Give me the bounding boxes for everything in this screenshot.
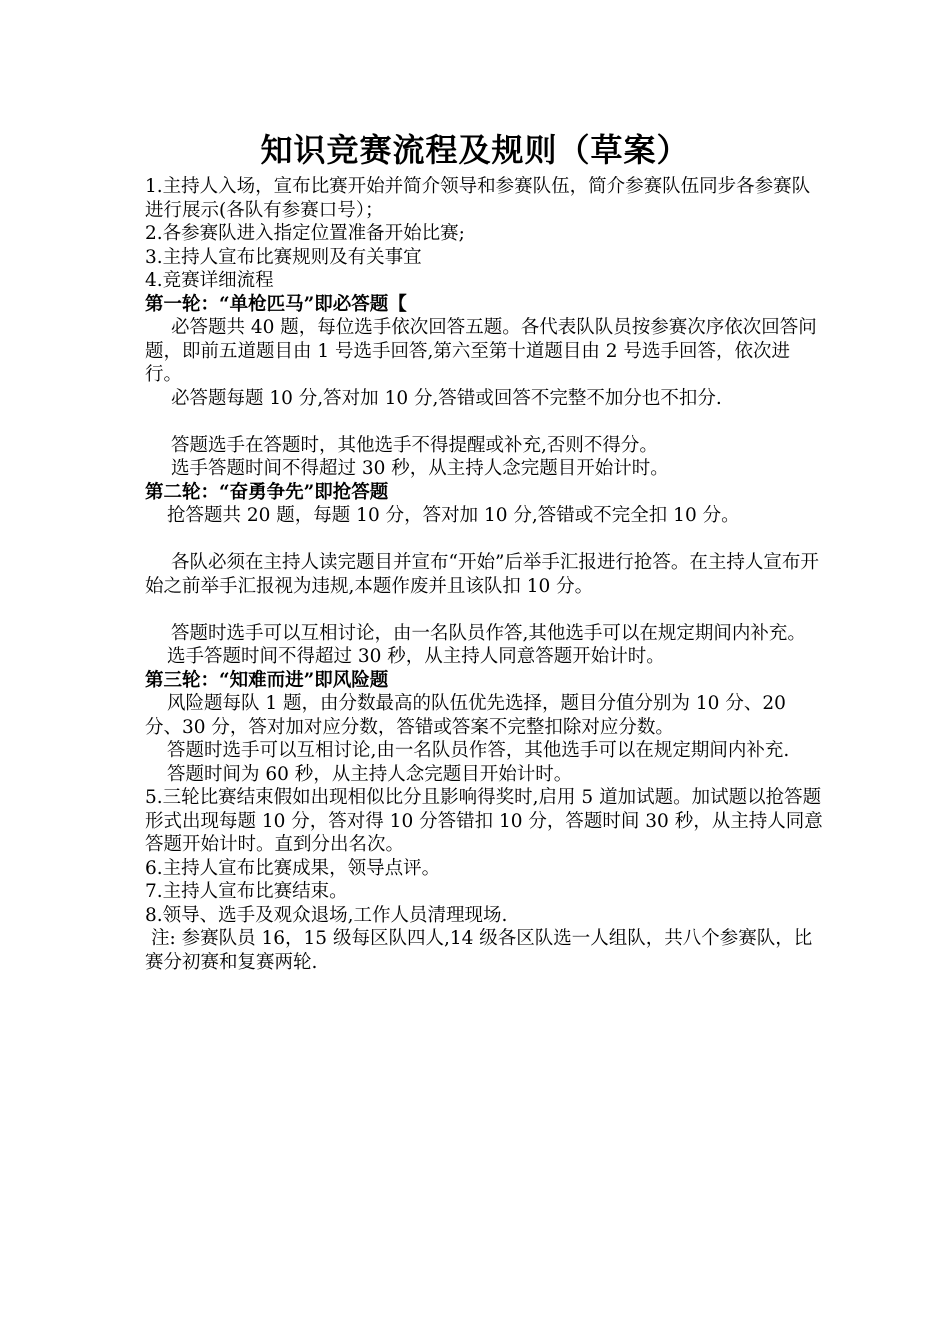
step-2: 2.各参赛队进入指定位置准备开始比赛; bbox=[145, 223, 465, 244]
round-2-heading: 第二轮：“奋勇争先”即抢答题 bbox=[145, 481, 389, 503]
step-6: 6.主持人宣布比赛成果，领导点评。 bbox=[145, 857, 441, 879]
round-2-rule-3: 答题时选手可以互相讨论，由一名队员作答,其他选手可以在规定期间内补充。 bbox=[171, 622, 806, 644]
spacer bbox=[145, 598, 825, 622]
step-1: 1.主持人入场，宣布比赛开始并简介领导和参赛队伍，简介参赛队伍同步各参赛队进行展示(各队有参赛口号）； bbox=[145, 176, 811, 221]
round-3-rule-2: 答题时选手可以互相讨论,由一名队员作答，其他选手可以在规定期间内补充. bbox=[167, 740, 790, 761]
step-4: 4.竞赛详细流程 bbox=[145, 270, 274, 291]
step-3: 3.主持人宣布比赛规则及有关事宜 bbox=[145, 246, 422, 268]
document-body bbox=[145, 175, 825, 974]
round-1-heading: 第一轮：“单枪匹马”即必答题【 bbox=[145, 293, 407, 315]
round-2-rule-2: 各队必须在主持人读完题目并宣布“开始”后举手汇报进行抢答。在主持人宣布开始之前举手汇报视为违规,本题作废并且该队扣 10 分。 bbox=[145, 552, 819, 597]
step-8: 8.领导、选手及观众退场,工作人员清理现场. bbox=[145, 904, 508, 926]
round-3-rule-3: 答题时间为 60 秒，从主持人念完题目开始计时。 bbox=[167, 763, 573, 785]
note: 注: 参赛队员 16，15 级每区队四人,14 级各区队选一人组队，共八个参赛队，比赛分初赛和复赛两轮. bbox=[145, 928, 813, 973]
round-1-rule-2: 必答题每题 10 分,答对加 10 分,答错或回答不完整不加分也不扣分. bbox=[171, 387, 722, 409]
round-3-rule-1: 风险题每队 1 题，由分数最高的队伍优先选择，题目分值分别为 10 分、20 分、30 分，答对加对应分数，答错或答案不完整扣除对应分数。 bbox=[145, 693, 786, 738]
step-7: 7.主持人宣布比赛结束。 bbox=[145, 881, 348, 902]
round-1-rule-3: 答题选手在答题时，其他选手不得提醒或补充,否则不得分。 bbox=[171, 434, 658, 456]
round-3-heading: 第三轮：“知难而进”即风险题 bbox=[145, 669, 389, 691]
round-2-rule-1: 抢答题共 20 题，每题 10 分，答对加 10 分,答错或不完全扣 10 分。 bbox=[167, 505, 740, 526]
spacer bbox=[145, 410, 825, 434]
document-title: 知识竞赛流程及规则（草案） bbox=[260, 131, 690, 169]
round-1-rule-1: 必答题共 40 题，每位选手依次回答五题。各代表队队员按参赛次序依次回答问题，即前五道题目由 1 号选手回答,第六至第十道题目由 2 号选手回答，依次进行。 bbox=[145, 317, 817, 385]
step-5: 5.三轮比赛结束假如出现相似比分且影响得奖时,启用 5 道加试题。加试题以抢答题形式出现每题 10 分，答对得 10 分答错扣 10 分，答题时间 30 秒，从主持人同意答题开始计时。直到分出名次。 bbox=[145, 787, 823, 855]
round-2-rule-4: 选手答题时间不得超过 30 秒，从主持人同意答题开始计时。 bbox=[167, 646, 665, 667]
spacer bbox=[145, 528, 825, 552]
round-1-rule-4: 选手答题时间不得超过 30 秒，从主持人念完题目开始计时。 bbox=[171, 458, 669, 479]
